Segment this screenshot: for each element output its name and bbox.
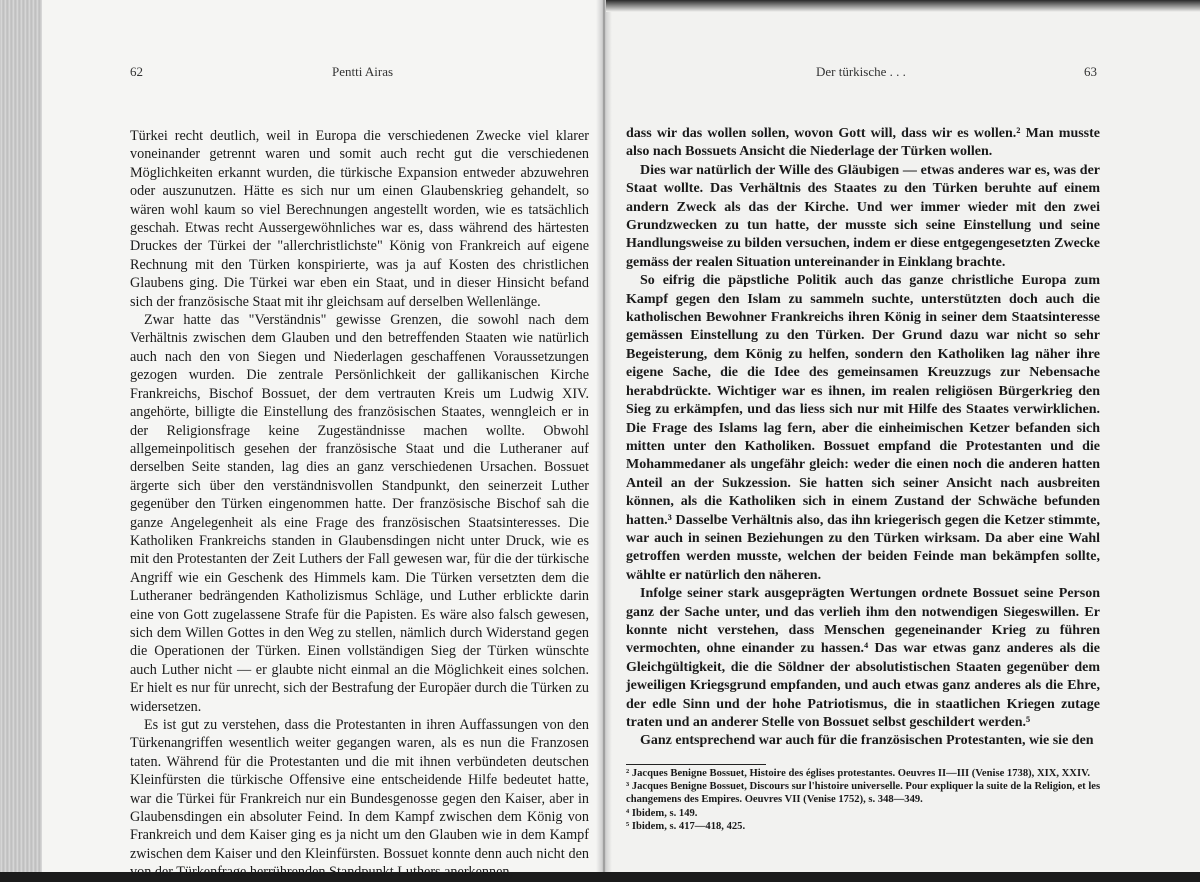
- left-body-text: [130, 127, 589, 882]
- footnote-rule: [626, 764, 766, 765]
- footnote: ² Jacques Benigne Bossuet, Histoire des églises protestantes. Oeuvres II—III (Venise 1738), XIX, XXIV.: [626, 768, 1091, 779]
- paragraph: Ganz entsprechend war auch für die französischen Protestanten, wie sie den: [640, 733, 1094, 749]
- scan-shadow: [606, 0, 1200, 12]
- footnotes: [626, 767, 1126, 833]
- page-number-left: 62: [130, 64, 143, 79]
- paragraph: Türkei recht deutlich, weil in Europa die verschiedenen Zwecke viel klarer voneinander getrennt waren und somit auch recht gut die verschiedenen Möglichkeiten erkannt wurden, die türkische Expansion entweder abzuwehren oder auszunutzen. Hätte es sich nur um einen Glaubenskrieg gehandelt, so wären wohl kaum so viel Berechnungen angestellt worden, wie es tatsächlich geschah. Etwas recht Aussergewöhnliches war es, dass während des härtesten Druckes der Türkei der "allerchristlichste" König von Frankreich auf eigene Rechnung mit den Türken konspirierte, was ja auf Kosten des christlichen Glaubens ging. Die Türkei war eben ein Staat, und in dieser Hinsicht befand sich der französische Staat mit ihr gleichsam auf derselben Wellenlänge.: [130, 128, 589, 310]
- right-page: [606, 0, 1200, 872]
- paragraph: So eifrig die päpstliche Politik auch das ganze christliche Europa zum Kampf gegen den Islam zu sammeln suchte, unterstützten doch auch die katholischen Bewohner Frankreichs ihren König in seiner dem Staatsinteresse gemässen Einstellung zu den Türken. Der Grund dazu war nicht so sehr Begeisterung, dem König zu helfen, sondern den Katholiken lag näher ihre eigene Sache, die die Idee des gemeinsamen Kreuzzugs zur Nebensache herabdrückte. Wichtiger war es ihnen, im realen religiösen Bürgerkrieg den Sieg zu erkämpfen, und das liess sich nur mit Hilfe des Staates verwirklichen. Die Frage des Islams lag fern, aber die einheimischen Ketzer befanden sich mitten unter den Katholiken. Bossuet empfand die Protestanten und die Mohammedaner als ungefähr gleich: weder die einen noch die anderen hatten Anteil an der Sukzession. Sie hatten sich seiner Ansicht nach ausbreiten können, als die Katholiken sich in einem Zustand der Schwäche befunden hatten.³ Dasselbe Verhältnis also, das ihn kriegerisch gegen die Ketzer stimmte, war auch in seinen Beziehungen zu den Türken wirksam. Da aber eine Wahl getroffen werden musste, welchen der beiden Feinde man bekämpfen sollte, wählte er natürlich den näheren.: [626, 273, 1100, 583]
- paragraph: Infolge seiner stark ausgeprägten Wertungen ordnete Bossuet seine Person ganz der Sache unter, und das verlieh ihm den notwendigen Siegeswillen. Er konnte nicht verstehen, dass Menschen gegeneinander Krieg zu führen vermochten, ohne einander zu hassen.⁴ Das war etwas ganz anderes als die Gleichgültigkeit, die die Söldner der absolutistischen Staaten gegenüber dem jeweiligen Kriegsgrund empfanden, und auch etwas ganz anderes als die Ehre, der edle Sinn und der hohe Patriotismus, die in staatlichen Kriegen zutage traten und an anderer Stelle von Bossuet selbst geschildert werden.⁵: [626, 586, 1100, 730]
- book-gutter: [596, 0, 612, 872]
- left-page: [42, 0, 604, 881]
- right-body-text: [626, 125, 1100, 751]
- paragraph: Es ist gut zu verstehen, dass die Protestanten in ihren Auffassungen von den Türkenangriffen wesentlich weiter gegangen waren, als es nun die Franzosen taten. Während für die Protestanten und die mit ihnen verbündeten deutschen Kleinfürsten die türkische Offensive eine entscheidende Hilfe bedeutet hatte, war die Türkei für Frankreich nur ein Bundesgenosse gegen den Kaiser, aber in Glaubensdingen ein absoluter Feind. In dem Kampf zwischen dem König von Frankreich und dem Kaiser ging es ja nicht um den Glauben wie in dem Kampf zwischen dem Kaiser und den Kleinfürsten. Bossuet konnte denn auch nicht den von der Türkenfrage herrührenden Standpunkt Luthers anerkennen,: [130, 717, 589, 881]
- footnote: ⁵ Ibidem, s. 417—418, 425.: [626, 820, 746, 832]
- paragraph: dass wir das wollen sollen, wovon Gott will, dass wir es wollen.² Man musste also nach Bossuets Ansicht die Niederlage der Türken wollen.: [626, 126, 1100, 160]
- running-head-right: Der türkische . . .: [816, 64, 906, 79]
- footnote: ³ Jacques Benigne Bossuet, Discours sur l'histoire universelle. Pour expliquer la suite de la Religion, et les changemens des Empires. Oeuvres VII (Venise 1752), s. 348—349.: [626, 781, 1101, 806]
- paragraph: Dies war natürlich der Wille des Gläubigen — etwas anderes war es, was der Staat wollte. Das Verhältnis des Staates zu den Türken beruhte auf einem andern Zweck als das der Kirche. Und wer immer wieder mit den zwei Grundzwecken zu tun hatte, der musste sich seine Einstellung und seine Handlungsweise zu bilden versuchen, indem er diese entgegengesetzten Zwecke gemäss der realen Situation untereinander in Einklang brachte.: [626, 162, 1100, 270]
- paragraph: Zwar hatte das "Verständnis" gewisse Grenzen, die sowohl nach dem Verhältnis zwischen dem Glauben und den betreffenden Staaten wie natürlich auch nach den von Siegen und Niederlagen geschaffenen Voraussetzungen gezogen wurden. Die zentrale Persönlichkeit der gallikanischen Kirche Frankreichs, Bischof Bossuet, der dem vertrauten Kreis um Ludwig XIV. angehörte, billigte die Einstellung des französischen Staates, wenngleich er in der Religionsfrage keine Zugeständnisse machen wollte. Obwohl allgemeinpolitisch gesehen der französische Staat und die Lutheraner auf derselben Seite standen, lag dies an ganz verschiedenen Ursachen. Bossuet ärgerte sich über den verständnisvollen Standpunkt, den seinerzeit Luther gegenüber den Türken eingenommen hatte. Der französische Bischof sah die ganze Angelegenheit als eine Frage des französischen Staatsinteresses. Die Katholiken Frankreichs standen in Glaubensdingen nicht unter Druck, wie es mit den Protestanten der Zeit Luthers der Fall gewesen war, für die der türkische Angriff wie ein Geschenk des Himmels kam. Die Türken versetzten dem die Lutheraner bedrängenden Katholizismus Schläge, und Luther erblickte darin eine von Gott zugelassene Strafe für die Papisten. Es wäre also falsch gewesen, sich dem Willen Gottes in den Weg zu stellen, nämlich durch Widerstand gegen die Operationen der Türken. Einen vollständigen Sieg der Türken wünschte auch Luther nicht — er glaubte nicht einmal an die Möglichkeit eines solchen. Er hielt es nur für unrecht, sich der Bestrafung der Europäer durch die Türken zu widersetzen.: [130, 312, 589, 715]
- footnote: ⁴ Ibidem, s. 149.: [626, 807, 698, 819]
- page-number-right: 63: [1084, 64, 1097, 79]
- running-head-left: Pentti Airas: [332, 64, 394, 79]
- page-edges: [0, 0, 42, 872]
